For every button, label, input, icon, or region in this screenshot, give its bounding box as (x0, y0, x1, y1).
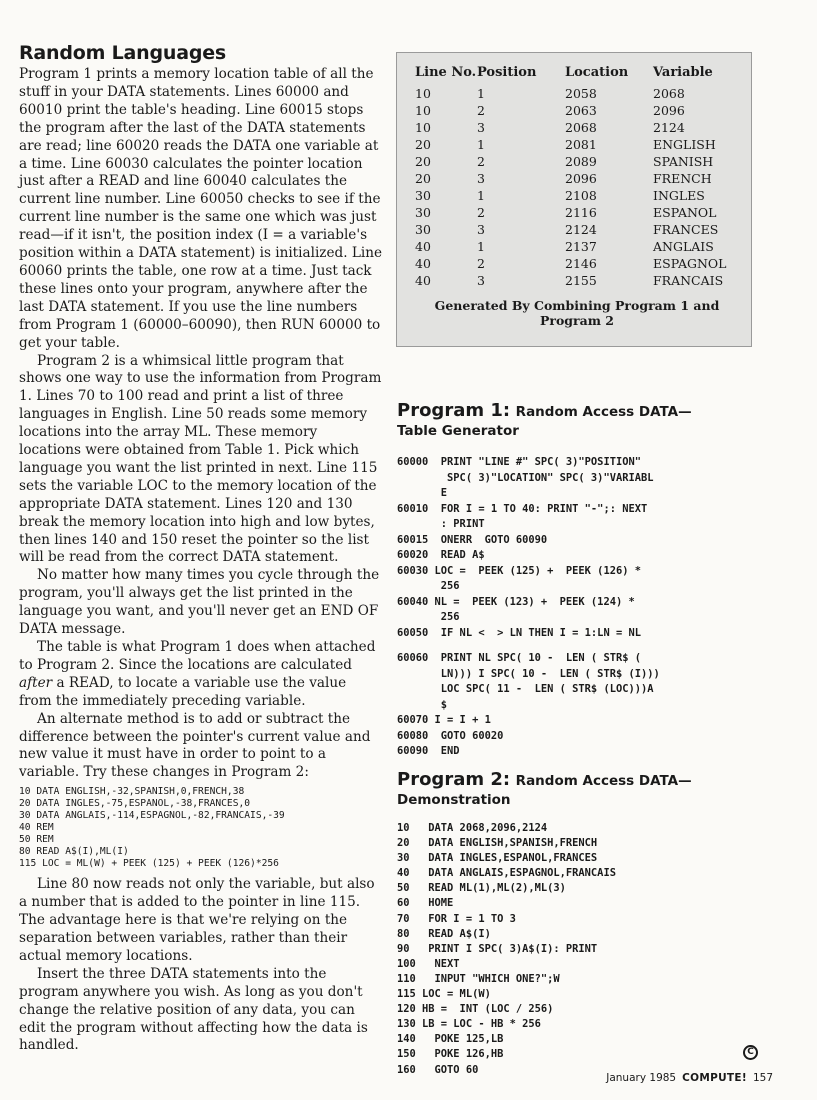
header-variable: Variable (653, 65, 713, 80)
table-row (415, 170, 739, 187)
table-caption: Generated By Combining Program 1 and Program 2 (434, 298, 720, 328)
program-1-listing (397, 455, 660, 760)
table-cell: 2 (477, 256, 485, 271)
code-line: 60080 GOTO 60020 (397, 729, 504, 742)
paragraph-4-emphasis: after (19, 674, 53, 691)
article-column (19, 42, 383, 1055)
table-cell: 2089 (565, 154, 597, 169)
code-line: 70 FOR I = 1 TO 3 (397, 912, 516, 925)
table-row (415, 221, 739, 238)
code-line: 10 DATA 2068,2096,2124 (397, 822, 548, 834)
code-line: 60000 PRINT "LINE #" SPC( 3)"POSITION" (397, 456, 641, 468)
program-2-title-b: Demonstration (397, 792, 511, 808)
program-2-heading (397, 771, 692, 809)
header-location: Location (565, 65, 629, 80)
table-cell: FRANCAIS (653, 273, 724, 288)
table-row (415, 238, 739, 255)
table-cell: 2 (477, 205, 485, 220)
code-line: 60060 PRINT NL SPC( 10 - LEN ( STR$ ( (397, 652, 641, 665)
code-line: 10 DATA ENGLISH,-32,SPANISH,0,FRENCH,38 (19, 786, 245, 798)
table-cell: ESPAGNOL (653, 256, 727, 271)
variable-table-box (396, 52, 752, 347)
footer-magazine: COMPUTE! (682, 1072, 747, 1084)
code-line: 110 INPUT "WHICH ONE?";W (397, 972, 560, 985)
program-1-label: Program 1: (397, 400, 511, 421)
code-line: 80 READ A$(I),ML(I) (19, 846, 129, 858)
code-line: 50 READ ML(1),ML(2),ML(3) (397, 882, 566, 895)
table-cell: 40 (415, 256, 431, 271)
table-cell: 2124 (653, 120, 685, 135)
table-row (415, 255, 739, 272)
code-line: 60010 FOR I = 1 TO 40: PRINT "-";: NEXT (397, 502, 648, 515)
table-row (415, 85, 739, 102)
paragraph-4-text-b: a READ, to locate a variable use the value from the immediately preceding variable. (19, 674, 347, 709)
table-cell: INGLES (653, 188, 705, 203)
table-cell: 2068 (653, 86, 685, 101)
table-cell: FRANCES (653, 222, 719, 237)
table-cell: 2155 (565, 273, 597, 288)
paragraph-7: Insert the three DATA statements into the program anywhere you wish. As long as you don't change the relative position of any data, you can edit the program without affecting how the data is handled. (19, 965, 368, 1054)
table-row (415, 153, 739, 170)
code-line: 140 POKE 125,LB (397, 1033, 504, 1046)
paragraph-5: An alternate method is to add or subtract the difference between the pointer's current value and new value it must have in order to point to a variable. Try these changes in Program 2: (19, 710, 371, 781)
table-cell: 3 (477, 273, 485, 288)
table-row (415, 102, 739, 119)
page-footer (606, 1072, 773, 1084)
code-line: 160 GOTO 60 (397, 1063, 479, 1076)
code-line: 60050 IF NL < > LN THEN I = 1:LN = NL (397, 626, 641, 639)
table-cell: 2063 (565, 103, 597, 118)
table-cell: 2058 (565, 86, 597, 101)
code-line: 256 (397, 580, 460, 592)
program-2-label: Program 2: (397, 769, 511, 790)
table-cell: ENGLISH (653, 137, 716, 152)
table-cell: 30 (415, 205, 431, 220)
code-line: 30 DATA INGLES,ESPANOL,FRANCES (397, 852, 598, 865)
code-changes (19, 786, 383, 870)
table-cell: 2 (477, 154, 485, 169)
code-line: 256 (397, 611, 460, 623)
table-cell: 1 (477, 188, 485, 203)
program-1-title-a: Random Access DATA— (515, 404, 692, 420)
table-cell: 3 (477, 222, 485, 237)
table-row (415, 272, 739, 289)
table-cell: SPANISH (653, 154, 714, 169)
table-body (415, 85, 739, 289)
paragraph-3: No matter how many times you cycle through the program, you'll always get the list printed in the language you want, and you'll never get an END OF DATA message. (19, 567, 380, 638)
table-cell: 2116 (565, 205, 597, 220)
code-line: 90 PRINT I SPC( 3)A$(I): PRINT (397, 942, 598, 955)
code-line: LOC SPC( 11 - LEN ( STR$ (LOC)))A (397, 683, 654, 696)
table-cell: 20 (415, 154, 431, 169)
table-cell: 2137 (565, 239, 597, 254)
paragraph-1: Program 1 prints a memory location table of all the stuff in your DATA statements. Lines 60000 and 60010 print the table's heading. Line 60015 stops the program after the last of the DATA statements are read; line 60020 reads the DATA one variable at a time. Line 60030 calculates the pointer location just after a READ and line 60040 calculates the current line number. Line 60050 checks to see if the current line number is the same one which was just read—if it isn't, the position index (I = a variable's position within a DATA statement) is initialized. Line 60060 prints the table, one row at a time. Just tack these lines onto your program, anywhere after the last DATA statement. If you use the line numbers from Program 1 (60000–60090), then RUN 60000 to get your table. (19, 66, 383, 351)
code-line: : PRINT (397, 518, 485, 530)
paragraph-4-text-a: The table is what Program 1 does when attached to Program 2. Since the locations are calculated (19, 639, 376, 673)
code-line: 100 NEXT (397, 957, 460, 970)
code-line (397, 641, 660, 651)
paragraph-6: Line 80 now reads not only the variable, but also a number that is added to the pointer in line 115. The advantage here is that we're relying on the separation between variables, rather than their actual memory locations. (19, 876, 375, 964)
table-cell: 10 (415, 120, 431, 135)
table-cell: 1 (477, 137, 485, 152)
program-2-title-a: Random Access DATA— (515, 773, 692, 789)
table-cell: 2068 (565, 120, 597, 135)
footer-page-number: 157 (752, 1072, 773, 1084)
code-line: 60070 I = I + 1 (397, 714, 491, 727)
table-cell: 30 (415, 222, 431, 237)
table-cell: 3 (477, 171, 485, 186)
table-cell: 10 (415, 103, 431, 118)
table-cell: 2096 (653, 103, 685, 118)
header-line-no: Line No. (415, 65, 477, 80)
table-cell: 2108 (565, 188, 597, 203)
table-cell: 3 (477, 120, 485, 135)
program-1-heading (397, 402, 692, 440)
footer-date: January 1985 (606, 1072, 677, 1084)
code-line: 150 POKE 126,HB (397, 1048, 504, 1061)
table-row (415, 136, 739, 153)
code-line: 20 DATA ENGLISH,SPANISH,FRENCH (397, 837, 598, 850)
code-line: 115 LOC = ML(W) + PEEK (125) + PEEK (126)*256 (19, 858, 279, 870)
code-line: 20 DATA INGLES,-75,ESPANOL,-38,FRANCES,0 (19, 798, 251, 810)
paragraph-2: Program 2 is a whimsical little program that shows one way to use the information from Program 1. Lines 70 to 100 read and print a list of three languages in English. Line 50 reads some memory locations into the array ML. These memory locations were obtained from Table 1. Pick which language you want the list printed in next. Line 115 sets the variable LOC to the memory location of the appropriate DATA statement. Lines 120 and 130 break the memory location into high and low bytes, then lines 140 and 150 reset the pointer so the list will be read from the correct DATA statement. (19, 352, 382, 566)
code-line: 30 DATA ANGLAIS,-114,ESPAGNOL,-82,FRANCAIS,-39 (19, 810, 285, 822)
table-cell: 30 (415, 188, 431, 203)
header-position: Position (477, 65, 537, 80)
table-row (415, 204, 739, 221)
table-cell: 2096 (565, 171, 597, 186)
table-row (415, 187, 739, 204)
code-line: E (397, 487, 448, 499)
code-line: 50 REM (19, 834, 54, 846)
code-line: 60090 END (397, 745, 460, 758)
code-line: 80 READ A$(I) (397, 927, 491, 940)
code-line: 60020 READ A$ (397, 549, 485, 561)
variable-table (415, 65, 739, 289)
table-cell: ANGLAIS (653, 239, 714, 254)
code-line: $ (397, 698, 448, 711)
paragraph-4 (19, 639, 383, 711)
code-line: 120 HB = INT (LOC / 256) (397, 1003, 554, 1016)
copyright-icon: C (743, 1045, 758, 1060)
article-title: Random Languages (19, 42, 227, 64)
code-line: 40 DATA ANGLAIS,ESPAGNOL,FRANCAIS (397, 867, 616, 880)
program-1-title-b: Table Generator (397, 423, 519, 439)
table-cell: FRENCH (653, 171, 712, 186)
code-line: 130 LB = LOC - HB * 256 (397, 1018, 541, 1031)
code-line: 60015 ONERR GOTO 60090 (397, 533, 548, 546)
table-cell: 2146 (565, 256, 597, 271)
table-header-row (415, 65, 739, 85)
table-cell: ESPANOL (653, 205, 717, 220)
table-cell: 40 (415, 273, 431, 288)
table-row (415, 119, 739, 136)
table-cell: 1 (477, 86, 485, 101)
code-line: 60 HOME (397, 897, 454, 910)
table-cell: 20 (415, 171, 431, 186)
code-line: 40 REM (19, 822, 54, 834)
code-line: 60040 NL = PEEK (123) + PEEK (124) * (397, 595, 635, 608)
code-line: LN))) I SPC( 10 - LEN ( STR$ (I))) (397, 667, 660, 680)
program-2-listing (397, 821, 616, 1078)
table-cell: 2081 (565, 137, 597, 152)
table-cell: 40 (415, 239, 431, 254)
table-cell: 1 (477, 239, 485, 254)
table-cell: 2124 (565, 222, 597, 237)
code-line: 60030 LOC = PEEK (125) + PEEK (126) * (397, 564, 641, 577)
code-line: SPC( 3)"LOCATION" SPC( 3)"VARIABL (397, 471, 654, 484)
table-cell: 10 (415, 86, 431, 101)
table-cell: 20 (415, 137, 431, 152)
table-cell: 2 (477, 103, 485, 118)
code-line: 115 LOC = ML(W) (397, 988, 491, 1001)
